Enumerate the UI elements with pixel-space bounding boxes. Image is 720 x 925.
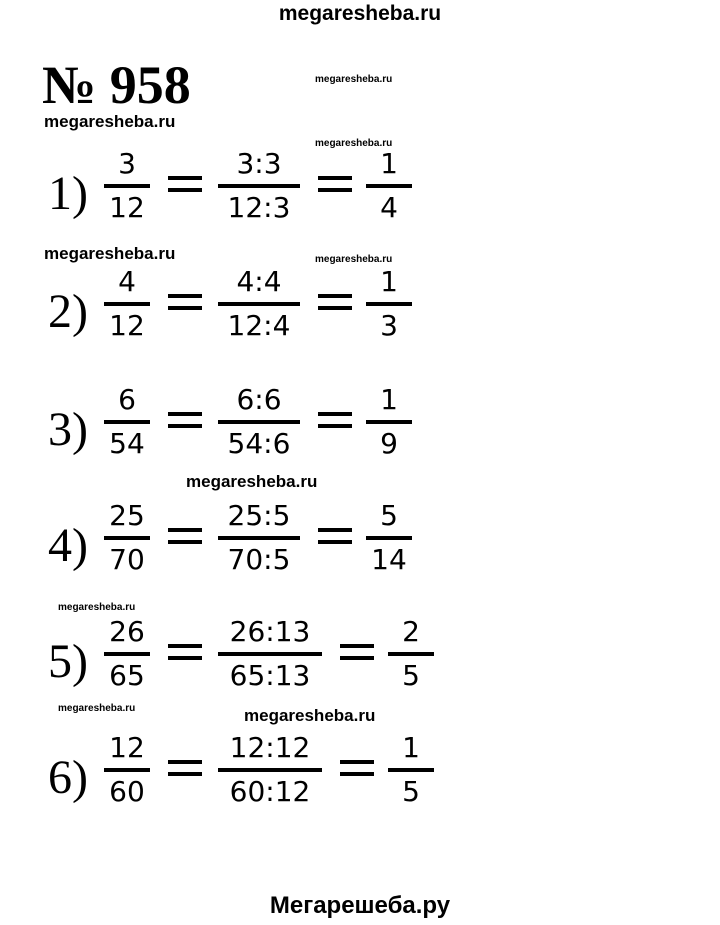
fraction-bar: [104, 768, 150, 772]
denominator: 5: [402, 775, 420, 808]
problem-number: № 958: [42, 55, 191, 115]
equals-sign: [318, 412, 352, 428]
denominator: 54:6: [227, 427, 291, 460]
numerator: 4:4: [236, 265, 282, 298]
numerator: 6:6: [236, 383, 282, 416]
watermark: megaresheba.ru: [315, 138, 393, 149]
denominator: 65: [109, 659, 145, 692]
fraction-bar: [218, 536, 300, 540]
equation-row: [48, 266, 528, 366]
equals-sign: [168, 528, 202, 544]
equals-sign: [168, 644, 202, 660]
numerator: 3: [118, 147, 136, 180]
denominator: 5: [402, 659, 420, 692]
denominator: 60:12: [229, 775, 311, 808]
watermark: megaresheba.ru: [244, 706, 376, 725]
numerator: 3:3: [236, 147, 282, 180]
denominator: 12: [109, 191, 145, 224]
numerator: 6: [118, 383, 136, 416]
equals-sign: [168, 412, 202, 428]
fraction-a: [104, 732, 150, 806]
fraction-bar: [366, 420, 412, 424]
denominator: 4: [380, 191, 398, 224]
numerator: 1: [380, 265, 398, 298]
fraction-c: [366, 266, 412, 340]
fraction-bar: [218, 420, 300, 424]
denominator: 14: [371, 543, 407, 576]
denominator: 12:3: [227, 191, 291, 224]
watermark: megaresheba.ru: [44, 112, 176, 131]
fraction-a: [104, 266, 150, 340]
denominator: 70:5: [227, 543, 291, 576]
fraction-bar: [104, 302, 150, 306]
fraction-bar: [104, 652, 150, 656]
denominator: 70: [109, 543, 145, 576]
fraction-a: [104, 500, 150, 574]
fraction-c: [388, 616, 434, 690]
numerator: 12: [109, 731, 145, 764]
fraction-a: [104, 616, 150, 690]
equals-sign: [168, 294, 202, 310]
fraction-bar: [366, 536, 412, 540]
equation-index: 5): [48, 635, 88, 688]
fraction-c: [366, 148, 412, 222]
fraction-bar: [218, 768, 322, 772]
fraction-a: [104, 148, 150, 222]
fraction-bar: [388, 652, 434, 656]
equation-index: 3): [48, 403, 88, 456]
fraction-a: [104, 384, 150, 458]
denominator: 54: [109, 427, 145, 460]
numerator: 1: [380, 383, 398, 416]
equals-sign: [168, 176, 202, 192]
denominator: 60: [109, 775, 145, 808]
equation-index: 4): [48, 519, 88, 572]
fraction-bar: [366, 302, 412, 306]
numerator: 1: [380, 147, 398, 180]
equals-sign: [168, 760, 202, 776]
equation-index: 6): [48, 751, 88, 804]
denominator: 9: [380, 427, 398, 460]
numerator: 1: [402, 731, 420, 764]
watermark: megaresheba.ru: [315, 74, 393, 85]
numerator: 4: [118, 265, 136, 298]
fraction-c: [388, 732, 434, 806]
watermark: megaresheba.ru: [58, 703, 136, 714]
fraction-bar: [218, 184, 300, 188]
denominator: 12: [109, 309, 145, 342]
equation-row: [48, 500, 528, 600]
site-header: megaresheba.ru: [278, 2, 442, 25]
equation-row: [48, 616, 528, 716]
equals-sign: [318, 528, 352, 544]
watermark: megaresheba.ru: [58, 602, 136, 613]
fraction-bar: [104, 184, 150, 188]
watermark: megaresheba.ru: [186, 472, 318, 491]
fraction-bar: [388, 768, 434, 772]
fraction-c: [366, 384, 412, 458]
numerator: 25:5: [227, 499, 291, 532]
fraction-bar: [366, 184, 412, 188]
fraction-c: [366, 500, 412, 574]
numerator: 12:12: [229, 731, 311, 764]
watermark: megaresheba.ru: [44, 244, 176, 263]
equation-row: [48, 732, 528, 832]
numerator: 26:13: [229, 615, 311, 648]
denominator: 65:13: [229, 659, 311, 692]
equals-sign: [318, 294, 352, 310]
fraction-b: [218, 384, 300, 458]
fraction-bar: [104, 536, 150, 540]
fraction-b: [218, 732, 322, 806]
fraction-bar: [218, 302, 300, 306]
fraction-bar: [104, 420, 150, 424]
fraction-b: [218, 148, 300, 222]
site-footer: Мегарешеба.ру: [269, 892, 451, 919]
numerator: 25: [109, 499, 145, 532]
numerator: 26: [109, 615, 145, 648]
numerator: 5: [380, 499, 398, 532]
equation-row: [48, 384, 528, 484]
denominator: 3: [380, 309, 398, 342]
fraction-b: [218, 616, 322, 690]
fraction-b: [218, 500, 300, 574]
equation-index: 2): [48, 285, 88, 338]
equals-sign: [340, 644, 374, 660]
watermark: megaresheba.ru: [315, 254, 393, 265]
numerator: 2: [402, 615, 420, 648]
equals-sign: [340, 760, 374, 776]
equals-sign: [318, 176, 352, 192]
fraction-b: [218, 266, 300, 340]
fraction-bar: [218, 652, 322, 656]
equation-row: [48, 148, 528, 248]
denominator: 12:4: [227, 309, 291, 342]
equation-index: 1): [48, 167, 88, 220]
